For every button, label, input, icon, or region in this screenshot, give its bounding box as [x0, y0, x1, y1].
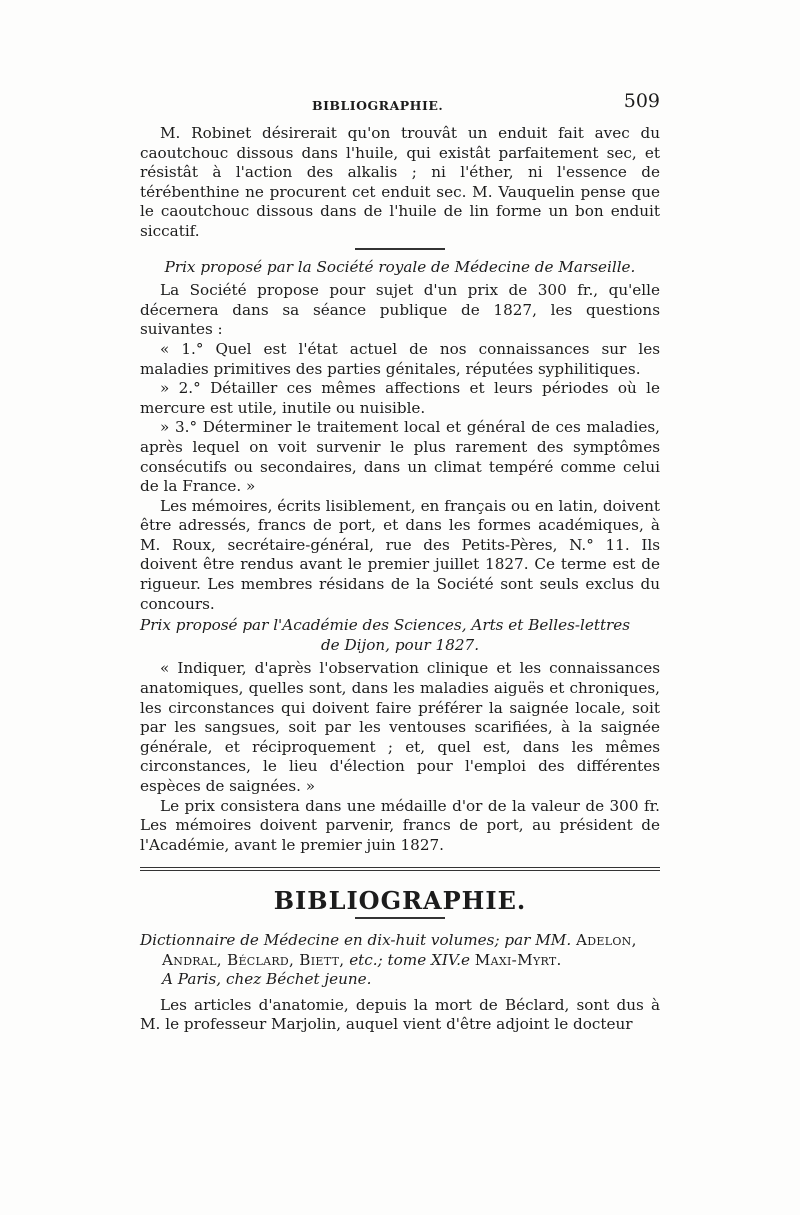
paragraph-articles: Les articles d'anatomie, depuis la mort de Béclard, sont dus à M. le professeur Marjolin, auquel vient d'être adjoint le docteur: [140, 995, 660, 1034]
separator-rule: [355, 248, 445, 250]
paragraph-memoires: Les mémoires, écrits lisiblement, en français ou en latin, doivent être adressés, francs de port, et dans les formes académiques, à M. Roux, secrétaire-général, rue des Petits-Pères, N.° 11. Ils doivent être rendus avant le premier juillet 1827. Ce terme est de rigueur. Les membres résidans de la Société sont seuls exclus du concours.: [140, 496, 660, 613]
book-entry: [140, 931, 660, 951]
book-author-adelon: Adelon,: [576, 930, 637, 949]
prize-title-marseille: Prix proposé par la Société royale de Médecine de Marseille.: [164, 257, 636, 276]
running-head: BIBLIOGRAPHIE.: [312, 98, 444, 113]
prize-title-dijon-line1: Prix proposé par l'Académie des Sciences, Arts et Belles-lettres: [140, 616, 631, 635]
paragraph-robinet: M. Robinet désirerait qu'on trouvât un enduit fait avec du caoutchouc dissous dans l'huile, qui existât parfaitement sec, et résistât à l'action des alkalis ; ni l'éther, ni l'essence de térébenthine ne procurent cet enduit sec. M. Vauquelin pense que le caoutchouc dissous dans de l'huile de lin forme un bon enduit siccatif.: [140, 124, 660, 240]
book-volume: etc.; tome XIV.e: [349, 950, 470, 969]
paragraph-question-1: « 1.° Quel est l'état actuel de nos connaissances sur les maladies primitives des parties génitales, réputées syphilitiques.: [140, 339, 660, 378]
paragraph-dijon-question: « Indiquer, d'après l'observation clinique et les connaissances anatomiques, quelles sont, dans les maladies aiguës et chroniques, les circonstances qui doivent faire préférer la saignée locale, soit par les sangsues, soit par les ventouses scarifiées, à la saignée générale, et réciproquement ; et, quel est, dans les mêmes circonstances, le lieu d'élection pour l'emploi des différentes espèces de saignées. »: [140, 659, 660, 795]
paragraph-question-3: » 3.° Déterminer le traitement local et général de ces maladies, après lequel on voit survenir le plus rarement des symptômes consécutifs ou secondaires, dans un climat tempéré comme celui de la France. »: [140, 418, 660, 496]
text-block: [140, 92, 660, 1035]
paragraph-prize-intro: La Société propose pour sujet d'un prix de 300 fr., qu'elle décernera dans sa séance publique de 1827, les questions suivantes :: [140, 281, 660, 339]
page-number: 509: [623, 90, 660, 112]
page-header: [140, 92, 660, 116]
paragraph-dijon-medal: Le prix consistera dans une médaille d'or de la valeur de 300 fr. Les mémoires doivent parvenir, francs de port, au président de l'Académie, avant le premier juin 1827.: [140, 796, 660, 854]
section-title-bibliographie: BIBLIOGRAPHIE.: [273, 886, 527, 916]
double-rule-top: [140, 867, 660, 868]
double-rule-bottom: [140, 870, 660, 871]
book-entry-continued: [140, 951, 660, 971]
separator-rule-small: [355, 917, 445, 919]
book-publisher: A Paris, chez Béchet jeune.: [162, 970, 372, 989]
book-authors: Andral, Béclard, Biett,: [162, 950, 345, 969]
book-title: Dictionnaire de Médecine en dix-huit volumes; par MM.: [140, 930, 572, 949]
prize-title-dijon-line2: de Dijon, pour 1827.: [320, 635, 480, 654]
paragraph-question-2: » 2.° Détailler ces mêmes affections et leurs périodes où le mercure est utile, inutile ou nuisible.: [140, 379, 660, 417]
book-range: Maxi-Myrt.: [474, 950, 562, 969]
